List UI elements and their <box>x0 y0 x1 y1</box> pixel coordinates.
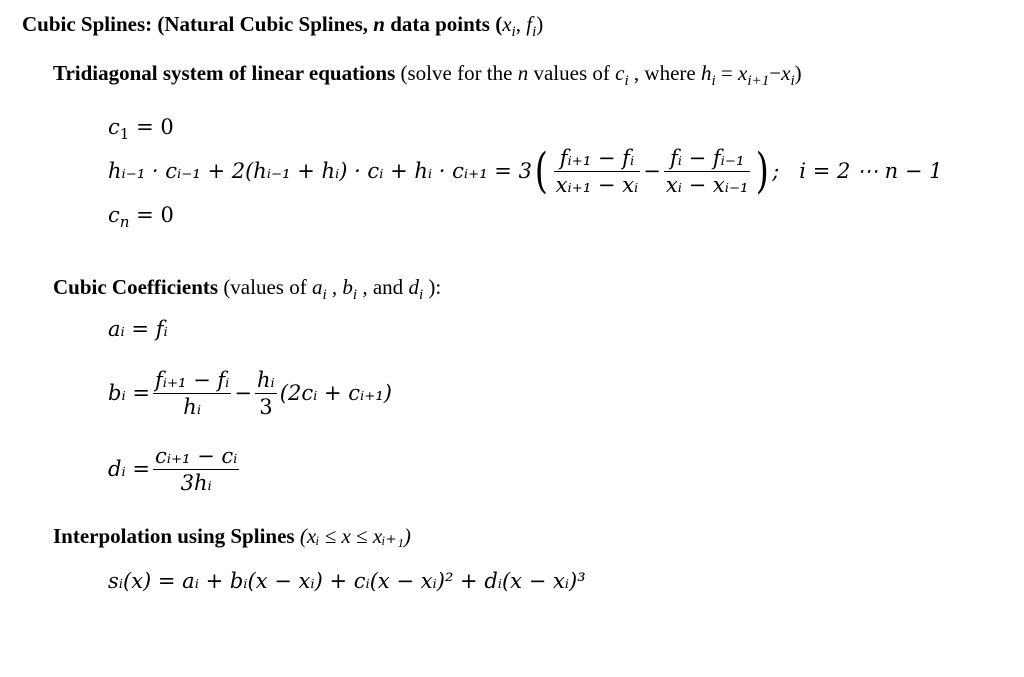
tridiagonal-text: (solve for the <box>395 61 518 85</box>
eq-main-tail: ; i = 2 ⋯ n − 1 <box>772 159 943 183</box>
eq-main-minus: − <box>643 159 661 183</box>
fraction-fdiff1-den: xᵢ₊₁ − xᵢ <box>555 172 639 197</box>
equation-tridiagonal: hᵢ₋₁ · cᵢ₋₁ + 2(hᵢ₋₁ + hᵢ) · cᵢ + hᵢ · cᵢ₊₁ = 3 ( $\frac{\text{fᵢ₊₁ − fᵢ}}{\text{xᵢ₊₁ − xᵢ}}$ − $\frac{\text{fᵢ − fᵢ₋₁}}{\text{xᵢ − xᵢ₋₁}}$ ) ; i = 2 ⋯ n − 1 <box>108 143 943 199</box>
tridiagonal-values-of: values of <box>528 61 616 85</box>
fraction-b2 <box>255 367 277 420</box>
fraction-fdiff1-num: fᵢ₊₁ − fᵢ <box>554 145 641 172</box>
tridiagonal-x2: x <box>781 61 791 85</box>
tridiagonal-eq: = <box>715 61 739 85</box>
coefficients-text2: ): <box>423 275 442 299</box>
tridiagonal-where: , where <box>628 61 701 85</box>
title-comma: , <box>515 12 527 36</box>
interpolation-title: Interpolation using Splines <box>53 524 295 548</box>
tridiagonal-minus: − <box>769 61 782 85</box>
title-rest: data points ( <box>384 12 503 36</box>
fraction-b1-den: hᵢ <box>183 394 202 419</box>
equation-d <box>108 438 242 500</box>
coefficients-d-sub: i <box>418 286 424 303</box>
equation-spline <box>108 569 586 593</box>
fraction-fdiff2 <box>664 145 751 198</box>
tridiagonal-n: n <box>517 61 529 85</box>
eq-b-minus: − <box>234 381 253 405</box>
coefficients-heading <box>53 275 442 303</box>
tridiagonal-x: x <box>738 61 748 85</box>
eq-cn-c: c <box>108 203 120 227</box>
interpolation-range: (xᵢ ≤ x ≤ xᵢ₊₁) <box>294 524 411 548</box>
equation-c1 <box>108 115 174 143</box>
tridiagonal-x-sub2: i <box>790 72 795 89</box>
tridiagonal-c: c <box>615 61 625 85</box>
title-x: x <box>502 12 512 36</box>
coefficients-sep2: , and <box>357 275 409 299</box>
tridiagonal-h: h <box>700 61 712 85</box>
fraction-b2-den: 3 <box>259 394 273 419</box>
fraction-d <box>153 443 239 496</box>
title-close: ) <box>536 12 544 36</box>
eq-d-lhs: dᵢ = <box>108 457 150 481</box>
eq-b-lhs: bᵢ = <box>108 381 150 405</box>
page-title <box>22 12 544 40</box>
title-x-sub: i <box>511 23 516 40</box>
eq-a-expr: aᵢ = fᵢ <box>108 317 168 341</box>
title-n: n <box>373 12 385 36</box>
title-main: Cubic Splines: (Natural Cubic Splines, <box>22 12 368 36</box>
coefficients-a-sub: i <box>322 286 327 303</box>
eq-c1-c: c <box>108 115 120 139</box>
coefficients-b-sub: i <box>352 286 358 303</box>
coefficients-a: a <box>311 275 323 299</box>
eq-b-tail: (2cᵢ + cᵢ₊₁) <box>279 381 392 405</box>
interpolation-heading <box>53 524 411 549</box>
fraction-d-num: cᵢ₊₁ − cᵢ <box>154 443 238 468</box>
tridiagonal-close: ) <box>794 61 802 85</box>
tridiagonal-c-sub: i <box>624 72 629 89</box>
coefficients-sep1: , <box>326 275 343 299</box>
eq-main-lhs: hᵢ₋₁ · cᵢ₋₁ + 2(hᵢ₋₁ + hᵢ) · cᵢ + hᵢ · cᵢ₊₁ = 3 <box>108 159 532 183</box>
eq-c1-sub: 1 <box>119 124 130 143</box>
coefficients-b: b <box>342 275 353 299</box>
title-f: f <box>526 12 533 36</box>
eq-s-expr: sᵢ(x) = aᵢ + bᵢ(x − xᵢ) + cᵢ(x − xᵢ)² + dᵢ(x − xᵢ)³ <box>108 569 586 593</box>
fraction-fdiff1 <box>554 145 641 198</box>
eq-c1-rhs: = 0 <box>129 115 174 139</box>
fraction-fdiff2-num: fᵢ − fᵢ₋₁ <box>664 145 751 172</box>
equation-cn <box>108 203 174 231</box>
coefficients-d: d <box>408 275 419 299</box>
fraction-d-den: 3hᵢ <box>180 470 212 495</box>
equation-a <box>108 317 168 341</box>
fraction-b1-num: fᵢ₊₁ − fᵢ <box>154 367 230 392</box>
title-f-sub: i <box>532 23 537 40</box>
fraction-b1 <box>153 367 231 420</box>
fraction-b2-num: hᵢ <box>257 367 275 392</box>
fraction-fdiff2-den: xᵢ − xᵢ₋₁ <box>665 172 749 197</box>
tridiagonal-heading <box>53 61 802 89</box>
tridiagonal-x-sub1: i+1 <box>747 72 770 89</box>
equation-b <box>108 362 392 424</box>
coefficients-title: Cubic Coefficients <box>53 275 219 299</box>
eq-cn-sub: n <box>119 212 130 231</box>
tridiagonal-title: Tridiagonal system of linear equations <box>53 61 396 85</box>
tridiagonal-h-sub: i <box>711 72 716 89</box>
coefficients-text1: (values of <box>218 275 312 299</box>
eq-cn-rhs: = 0 <box>129 203 174 227</box>
